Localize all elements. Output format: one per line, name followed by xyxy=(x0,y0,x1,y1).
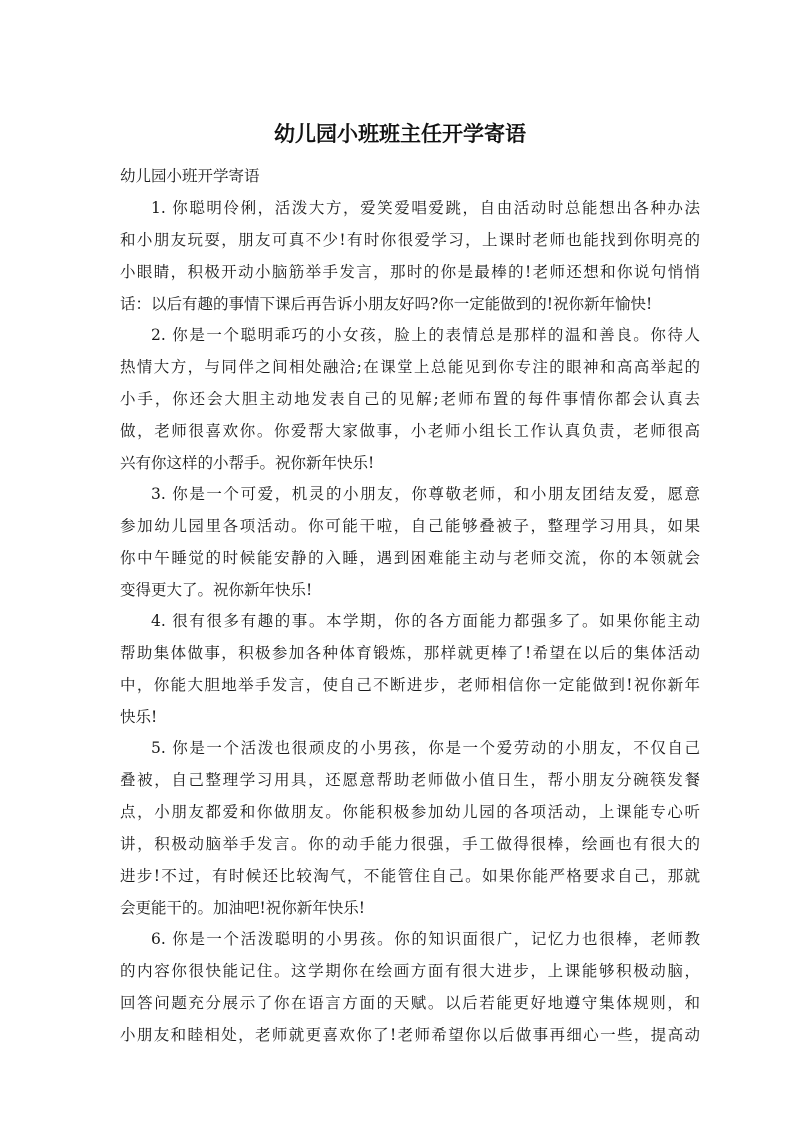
paragraph-line: 你中午睡觉的时候能安静的入睡，遇到困难能主动与老师交流，你的本领就会 xyxy=(120,549,700,567)
paragraph-line: 快乐! xyxy=(120,708,158,726)
document-subtitle: 幼儿园小班开学寄语 xyxy=(120,167,260,185)
paragraph-line: 3. 你是一个可爱，机灵的小朋友，你尊敬老师，和小朋友团结友爱，愿意 xyxy=(151,485,700,503)
paragraph-line: 小手，你还会大胆主动地发表自己的见解;老师布置的每件事情你都会认真去 xyxy=(120,390,700,408)
paragraph-line: 回答问题充分展示了你在语言方面的天赋。以后若能更好地遵守集体规则，和 xyxy=(120,994,700,1012)
paragraph-2 xyxy=(120,319,700,479)
paragraph-line: 1. 你聪明伶俐，活泼大方，爱笑爱唱爱跳，自由活动时总能想出各种办法 xyxy=(151,199,700,217)
paragraph-line: 的内容你很快能记住。这学期你在绘画方面有很大进步，上课能够积极动脑， xyxy=(120,962,700,980)
paragraph-line: 话：以后有趣的事情下课后再告诉小朋友好吗?你一定能做到的!祝你新年愉快! xyxy=(120,295,653,313)
paragraph-line: 2. 你是一个聪明乖巧的小女孩，脸上的表情总是那样的温和善良。你待人 xyxy=(151,326,700,344)
paragraph-line: 会更能干的。加油吧!祝你新年快乐! xyxy=(120,899,365,917)
paragraph-line: 5. 你是一个活泼也很顽皮的小男孩，你是一个爱劳动的小朋友，不仅自己 xyxy=(151,739,700,757)
paragraph-line: 做，老师很喜欢你。你爱帮大家做事，小老师小组长工作认真负责，老师很高 xyxy=(120,422,700,440)
document-title: 幼儿园小班班主任开学寄语 xyxy=(274,122,526,146)
paragraph-6 xyxy=(120,923,700,1051)
paragraph-line: 参加幼儿园里各项活动。你可能干啦，自己能够叠被子，整理学习用具，如果 xyxy=(120,517,700,535)
paragraph-4 xyxy=(120,605,700,733)
paragraph-5 xyxy=(120,732,700,924)
paragraph-line: 和小朋友玩耍，朋友可真不少!有时你很爱学习，上课时老师也能找到你明亮的 xyxy=(120,231,700,249)
paragraph-line: 6. 你是一个活泼聪明的小男孩。你的知识面很广，记忆力也很棒，老师教 xyxy=(151,930,700,948)
paragraph-line: 中，你能大胆地举手发言，使自己不断进步，老师相信你一定能做到!祝你新年 xyxy=(120,676,700,694)
paragraph-3 xyxy=(120,478,700,606)
paragraph-line: 点，小朋友都爱和你做朋友。你能积极参加幼儿园的各项活动，上课能专心听 xyxy=(120,803,700,821)
paragraph-line: 讲，积极动脑举手发言。你的动手能力很强，手工做得很棒，绘画也有很大的 xyxy=(120,835,700,853)
paragraph-line: 4. 很有很多有趣的事。本学期，你的各方面能力都强多了。如果你能主动 xyxy=(151,612,700,630)
paragraph-line: 热情大方，与同伴之间相处融洽;在课堂上总能见到你专注的眼神和高高举起的 xyxy=(120,358,700,376)
paragraph-line: 兴有你这样的小帮手。祝你新年快乐! xyxy=(120,454,375,472)
paragraph-line: 小朋友和睦相处，老师就更喜欢你了!老师希望你以后做事再细心一些，提高动 xyxy=(120,1026,700,1044)
paragraph-line: 帮助集体做事，积极参加各种体育锻炼，那样就更棒了!希望在以后的集体活动 xyxy=(120,644,700,662)
paragraph-1 xyxy=(120,192,700,320)
paragraph-line: 进步!不过，有时候还比较淘气，不能管住自己。如果你能严格要求自己，那就 xyxy=(120,867,700,885)
paragraph-line: 小眼睛，积极开动小脑筋举手发言，那时的你是最棒的!老师还想和你说句悄悄 xyxy=(120,263,700,281)
paragraph-line: 叠被，自己整理学习用具，还愿意帮助老师做小值日生，帮小朋友分碗筷发餐 xyxy=(120,771,700,789)
paragraph-line: 变得更大了。祝你新年快乐! xyxy=(120,581,313,599)
